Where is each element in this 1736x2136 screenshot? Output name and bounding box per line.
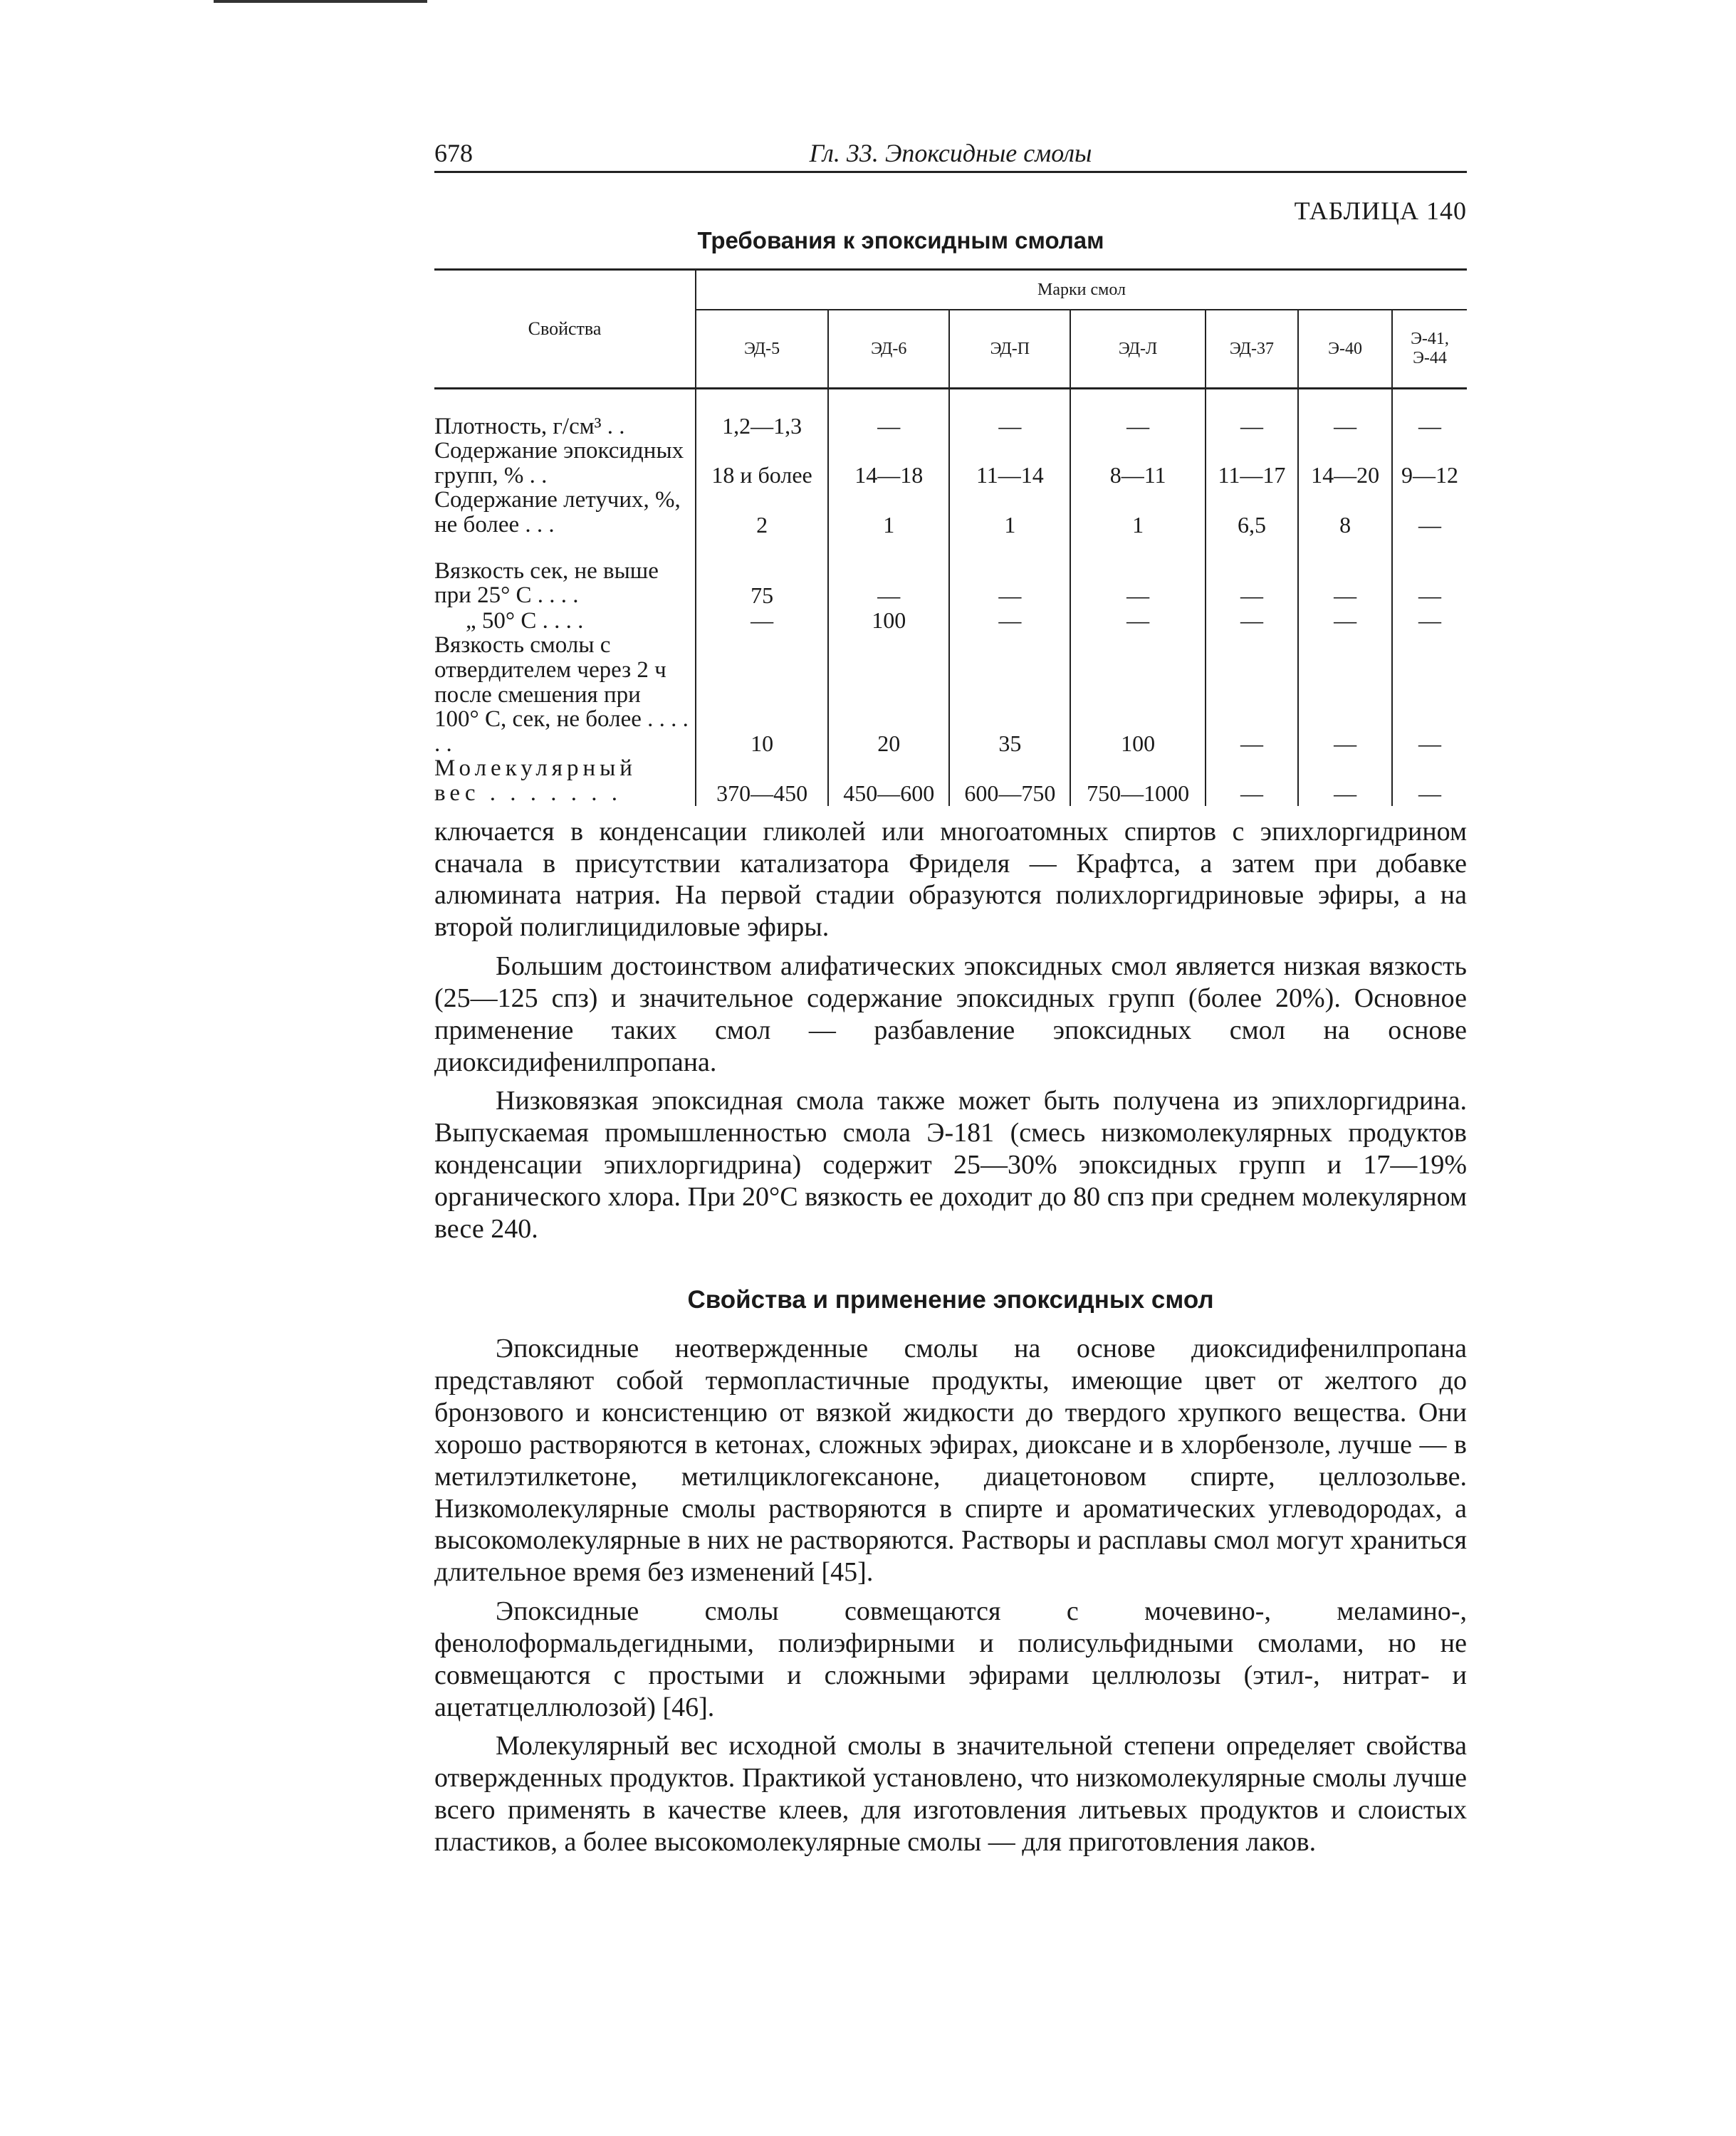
table-cell: —	[1070, 608, 1205, 633]
table-cell: 100	[1070, 633, 1205, 756]
running-head	[434, 128, 1467, 173]
book-page	[434, 128, 1467, 1865]
table-cell: —	[1206, 756, 1298, 805]
property-name: Вязкость сек, не выше при 25° С . . . .	[434, 557, 659, 609]
paragraph: Эпоксидные неотвержденные смолы на основе диоксидифенилпропана представляют собой термопластичные продукты, имеющие цвет от желтого до бронзового и консистенцию от вязкой жидкости до твердого хрупкого вещества. Они хорошо растворяются в кетонах, сложных эфирах, диоксане и в хлорбензоле, лучше — в метилэтилкетоне, метилциклогексаноне, диацетоновом спирте, целлозольве. Низкомолекулярные смолы растворяются в спирте и ароматических углеводородах, а высокомолекулярные в них не растворяются. Растворы и расплавы смол могут храниться длительное время без изменений [45].	[434, 1334, 1467, 1588]
property-name: Плотность, г/см³ . .	[434, 413, 625, 439]
table-title: Требования к эпоксидным смолам	[697, 227, 1104, 253]
table-cell: —	[1392, 608, 1467, 633]
table-cell: —	[1070, 538, 1205, 608]
grades-header: Марки смол	[696, 270, 1467, 310]
table-cell: —	[1392, 538, 1467, 608]
table-cell: —	[828, 389, 949, 439]
paragraph: Большим достоинством алифатических эпоксидных смол является низкая вязкость (25—125 спз) и значительное содержание эпоксидных групп (более 20%). Основное применение таких смол — разбавление эпоксидных смол на основе диоксидифенилпропана.	[434, 951, 1467, 1077]
table-cell: —	[1206, 633, 1298, 756]
table-row	[434, 389, 1467, 439]
property-name: Вязкость смолы с отвердителем через 2 ч после смешения при 100° С, сек, не более . . . . . .	[434, 632, 689, 757]
table-cell: 100	[828, 608, 949, 633]
table-cell: 14—18	[828, 439, 949, 488]
column-header: ЭД-П	[949, 310, 1070, 389]
table-cell: 1	[949, 488, 1070, 537]
table-cell: 8—11	[1070, 439, 1205, 488]
column-header: ЭД-5	[696, 310, 828, 389]
table-cell: —	[1298, 608, 1392, 633]
table-cell: —	[1070, 389, 1205, 439]
table-row	[434, 538, 1467, 608]
properties-header: Свойства	[434, 270, 696, 389]
table-cell: —	[696, 608, 828, 633]
column-header: ЭД-37	[1206, 310, 1298, 389]
table-row	[434, 633, 1467, 756]
column-header: Э-41, Э-44	[1392, 310, 1467, 389]
paragraph: Молекулярный вес исходной смолы в значительной степени определяет свойства отвержденных продуктов. Практикой установлено, что низкомолекулярные смолы лучше всего применять в качестве клеев, для изготовления литьевых продуктов и слоистых пластиков, а более высокомолекулярные смолы — для приготовления лаков.	[434, 1731, 1467, 1857]
table-cell: 1	[1070, 488, 1205, 537]
table-cell: 75	[696, 538, 828, 608]
table-cell: —	[1298, 538, 1392, 608]
table-cell: —	[1392, 756, 1467, 805]
column-header: ЭД-Л	[1070, 310, 1205, 389]
table-cell: —	[1298, 756, 1392, 805]
table-row	[434, 608, 1467, 633]
paragraph: ключается в конденсации гликолей или многоатомных спиртов с эпихлоргидрином сначала в присутствии катализатора Фриделя — Крафтса, а затем при добавке алюмината натрия. На первой стадии образуются полихлоргидриновые эфиры, а на второй полиглицидиловые эфиры.	[434, 816, 1467, 943]
table-cell: —	[1392, 488, 1467, 537]
table-cell: 450—600	[828, 756, 949, 805]
body-text-before	[434, 816, 1467, 1245]
table-cell: —	[828, 538, 949, 608]
table-cell: —	[1206, 389, 1298, 439]
table-cell: 9—12	[1392, 439, 1467, 488]
property-name: Содержание летучих, %, не более . . .	[434, 487, 681, 538]
table-cell: 18 и более	[696, 439, 828, 488]
table-cell: —	[1298, 389, 1392, 439]
property-name: Молекулярный вес . . . . . . .	[434, 755, 637, 807]
section-heading: Свойства и применение эпоксидных смол	[687, 1286, 1214, 1314]
column-header: Э-40	[1298, 310, 1392, 389]
scan-edge-line	[214, 0, 427, 3]
page-number: 678	[434, 139, 473, 167]
table-cell: —	[1206, 608, 1298, 633]
property-name: Содержание эпоксидных групп, % . .	[434, 438, 684, 488]
table-cell: —	[949, 608, 1070, 633]
paragraph: Эпоксидные смолы совмещаются с мочевино-, меламино-, фенолоформальдегидными, полиэфирными и полисульфидными смолами, но не совмещаются с простыми и сложными эфирами целлюлозы (этил-, нитрат- и ацетатцеллюлозой) [46].	[434, 1596, 1467, 1722]
table-cell: —	[1206, 538, 1298, 608]
table-cell: 1	[828, 488, 949, 537]
table-row	[434, 488, 1467, 537]
table-cell: 35	[949, 633, 1070, 756]
column-header: ЭД-6	[828, 310, 949, 389]
body-text-after	[434, 1333, 1467, 1858]
table-cell: 11—17	[1206, 439, 1298, 488]
table-cell: —	[1392, 633, 1467, 756]
table-label: ТАБЛИЦА 140	[1294, 197, 1467, 225]
table-row	[434, 439, 1467, 488]
table-cell: 14—20	[1298, 439, 1392, 488]
table-cell: 8	[1298, 488, 1392, 537]
table-cell: 20	[828, 633, 949, 756]
table-cell: 2	[696, 488, 828, 537]
table-cell: 600—750	[949, 756, 1070, 805]
property-name: „ 50° С . . . .	[466, 607, 584, 634]
table-cell: 370—450	[696, 756, 828, 805]
table-row	[434, 756, 1467, 805]
table-cell: —	[949, 389, 1070, 439]
table-cell: —	[1298, 633, 1392, 756]
table-cell: 10	[696, 633, 828, 756]
table-cell: —	[1392, 389, 1467, 439]
requirements-table	[434, 268, 1467, 806]
table-cell: 6,5	[1206, 488, 1298, 537]
table-cell: 11—14	[949, 439, 1070, 488]
table-cell: 1,2—1,3	[696, 389, 828, 439]
chapter-title: Гл. 33. Эпоксидные смолы	[809, 139, 1092, 167]
paragraph: Низковязкая эпоксидная смола также может быть получена из эпихлоргидрина. Выпускаемая промышленностью смола Э-181 (смесь низкомолекулярных продуктов конденсации эпихлоргидрина) содержит 25—30% эпоксидных групп и 17—19% органического хлора. При 20°С вязкость ее доходит до 80 спз при среднем молекулярном весе 240.	[434, 1086, 1467, 1244]
table-cell: 750—1000	[1070, 756, 1205, 805]
table-cell: —	[949, 538, 1070, 608]
